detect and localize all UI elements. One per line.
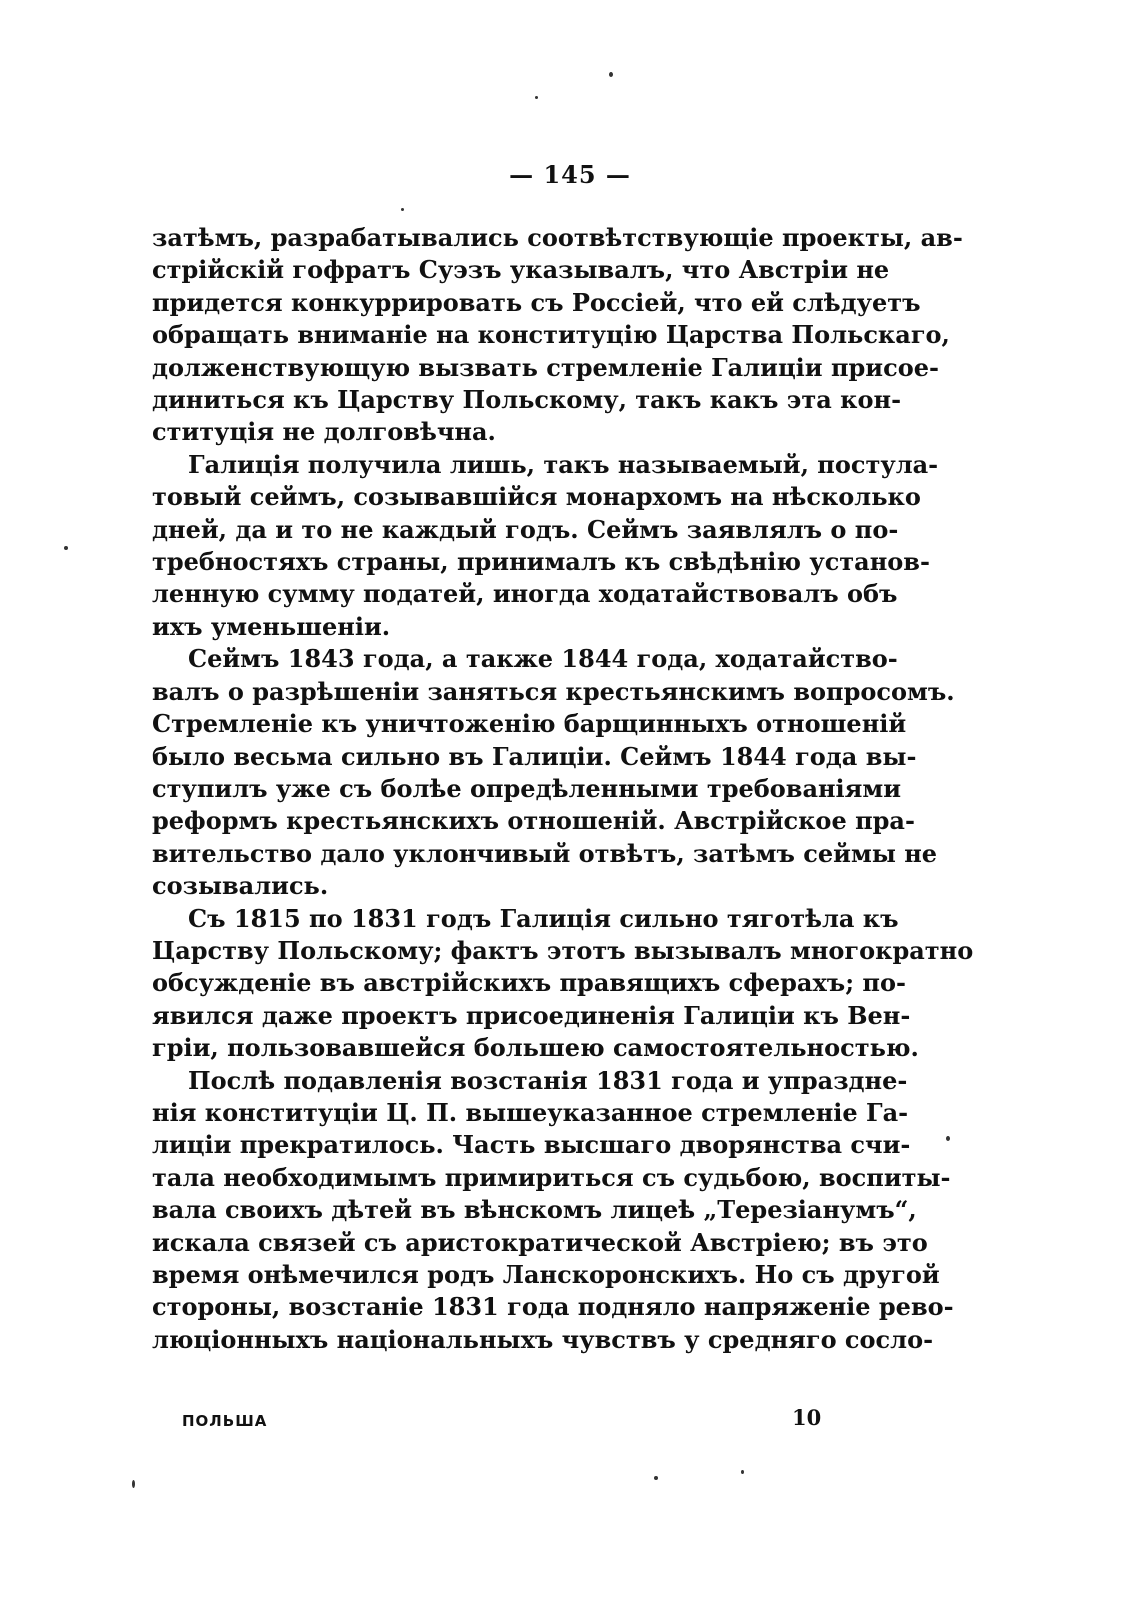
paragraph — [152, 1065, 954, 1357]
text-line: люціонныхъ національныхъ чувствъ у средняго сосло- — [152, 1324, 934, 1354]
text-line: стороны, возстаніе 1831 года подняло напряженіе рево- — [152, 1292, 954, 1322]
text-line: тала необходимымъ примириться съ судьбою, воспиты- — [152, 1162, 951, 1192]
text-line: искала связей съ аристократической Австріею; въ это — [152, 1227, 928, 1257]
text-line: лиціи прекратилось. Часть высшаго дворянства счи- — [152, 1130, 911, 1160]
page-number: — 145 — — [509, 160, 631, 189]
text-line: ституція не долговѣчна. — [152, 417, 496, 447]
text-line: реформъ крестьянскихъ отношеній. Австрійское пра- — [152, 806, 915, 836]
text-line: стрійскій гофратъ Суэзъ указывалъ, что Австріи не — [152, 255, 890, 285]
text-line: явился даже проектъ присоединенія Галиціи къ Вен- — [152, 1000, 911, 1030]
text-line: Царству Польскому; фактъ этотъ вызывалъ многократно — [152, 935, 974, 965]
text-line: требностяхъ страны, принималъ къ свѣдѣнію установ- — [152, 547, 930, 577]
body-text — [152, 222, 974, 1356]
paragraph — [152, 222, 963, 449]
print-speck — [401, 208, 404, 211]
text-line: Стремленіе къ уничтоженію барщинныхъ отношеній — [152, 709, 907, 739]
text-line: созывались. — [152, 871, 329, 901]
paragraph — [152, 903, 974, 1065]
footer-signature: ПОЛЬША — [182, 1412, 268, 1430]
text-line: Послѣ подавленія возстанія 1831 года и упраздне- — [188, 1065, 908, 1095]
text-line: придется конкуррировать съ Россіей, что ей слѣдуетъ — [152, 287, 921, 317]
print-speck — [64, 546, 68, 550]
text-line: долженствующую вызвать стремленіе Галиціи присое- — [152, 352, 939, 382]
text-line: вала своихъ дѣтей въ вѣнскомъ лицеѣ „Терезіанумъ“, — [152, 1195, 917, 1225]
print-speck — [946, 1136, 950, 1141]
text-line: товый сеймъ, созывавшійся монархомъ на нѣсколько — [152, 482, 921, 512]
print-speck — [535, 96, 538, 99]
text-line: диниться къ Царству Польскому, такъ какъ эта кон- — [152, 385, 902, 415]
print-speck — [132, 1480, 135, 1488]
text-line: затѣмъ, разрабатывались соотвѣтствующіе проекты, ав- — [152, 223, 963, 252]
text-line: обсужденіе въ австрійскихъ правящихъ сферахъ; по- — [152, 968, 906, 998]
text-line: гріи, пользовавшейся большею самостоятельностью. — [152, 1033, 919, 1063]
paragraph — [152, 643, 955, 902]
text-line: валъ о разрѣшеніи заняться крестьянскимъ вопросомъ. — [152, 676, 955, 706]
print-speck — [609, 72, 613, 77]
text-line: ленную сумму податей, иногда ходатайствовалъ объ — [152, 579, 898, 609]
footer-sheet-number: 10 — [792, 1405, 822, 1430]
text-line: Галиція получила лишь, такъ называемый, постула- — [188, 449, 939, 479]
print-speck — [741, 1470, 744, 1474]
text-line: Съ 1815 по 1831 годъ Галиція сильно тяготѣла къ — [188, 903, 899, 933]
paragraph — [152, 449, 939, 643]
text-line: нія конституціи Ц. П. вышеуказанное стремленіе Га- — [152, 1097, 909, 1127]
text-line: ихъ уменьшеніи. — [152, 611, 391, 641]
text-line: время онѣмечился родъ Ланскоронскихъ. Но съ другой — [152, 1260, 940, 1289]
print-speck — [654, 1476, 658, 1480]
text-line: обращать вниманіе на конституцію Царства Польскаго, — [152, 320, 950, 350]
text-line: было весьма сильно въ Галиціи. Сеймъ 1844 года вы- — [152, 741, 917, 771]
text-line: Сеймъ 1843 года, а также 1844 года, ходатайство- — [188, 644, 898, 674]
text-line: вительство дало уклончивый отвѣтъ, затѣмъ сеймы не — [152, 838, 938, 868]
text-line: дней, да и то не каждый годъ. Сеймъ заявлялъ о по- — [152, 514, 899, 544]
text-line: ступилъ уже съ болѣе опредѣленными требованіями — [152, 773, 902, 803]
